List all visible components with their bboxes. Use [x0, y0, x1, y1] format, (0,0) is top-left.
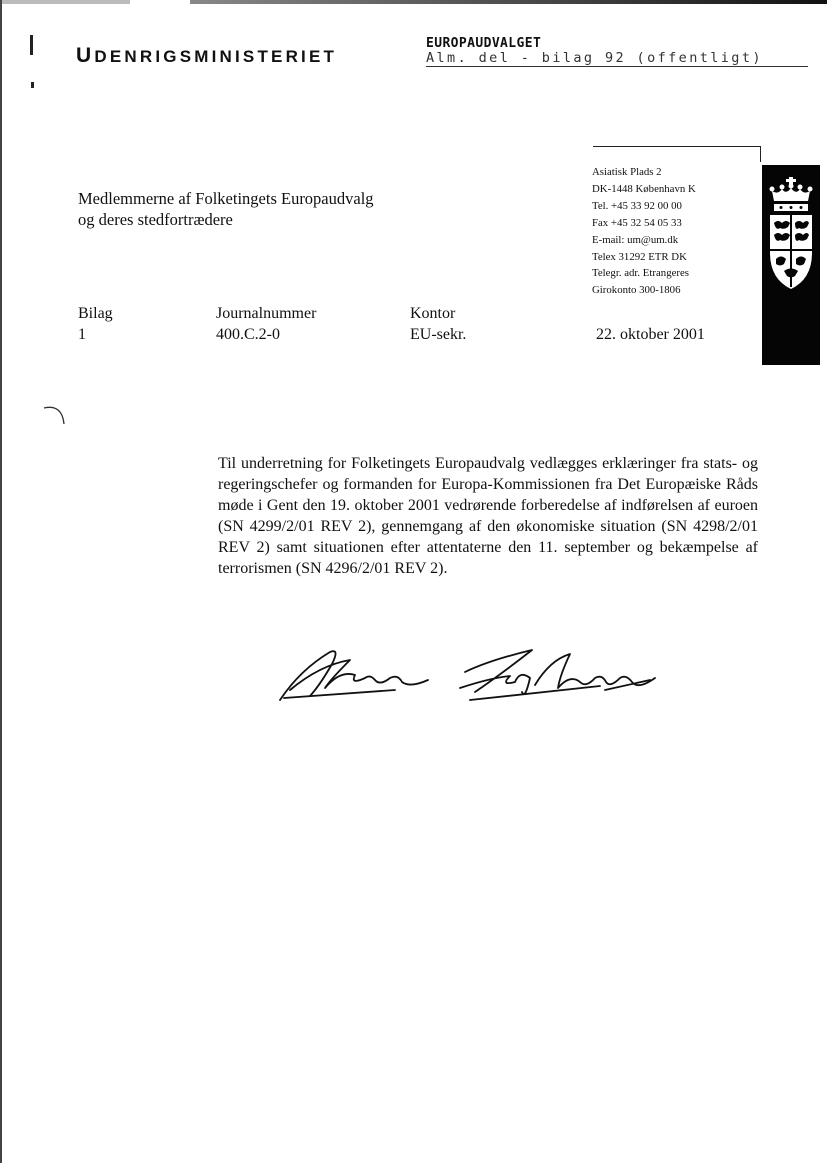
ministry-rest: DENRIGSMINISTERIET — [94, 47, 338, 66]
recipient-line-2: og deres stedfortrædere — [78, 210, 233, 229]
address-rule-tick — [760, 146, 761, 162]
letter-date: 22. oktober 2001 — [596, 326, 705, 343]
committee-title: EUROPAUDVALGET — [426, 36, 542, 51]
address-line: DK-1448 København K — [592, 182, 696, 195]
kontor-value: EU-sekr. — [410, 326, 467, 343]
address-line: E-mail: um@um.dk — [592, 233, 679, 246]
address-line: Fax +45 32 54 05 33 — [592, 216, 682, 229]
address-line: Telex 31292 ETR DK — [592, 250, 687, 263]
margin-mark — [30, 35, 33, 55]
committee-subtitle: Alm. del - bilag 92 (offentligt) — [426, 50, 808, 67]
bilag-value: 1 — [78, 326, 86, 343]
ministry-initial: U — [76, 44, 95, 67]
signature — [270, 630, 670, 720]
ministry-name — [76, 44, 337, 68]
kontor-label: Kontor — [410, 305, 456, 322]
address-line: Tel. +45 33 92 00 00 — [592, 199, 682, 212]
sender-address — [592, 164, 696, 299]
address-line: Telegr. adr. Etrangeres — [592, 267, 689, 280]
punch-mark — [40, 402, 68, 430]
recipient-block — [78, 188, 374, 230]
journal-label: Journalnummer — [216, 305, 317, 322]
journal-value: 400.C.2-0 — [216, 326, 280, 343]
crest-panel — [762, 165, 820, 365]
address-rule — [593, 146, 761, 147]
margin-dot — [31, 82, 34, 88]
royal-coat-of-arms-icon — [764, 175, 818, 295]
recipient-line-1: Medlemmerne af Folketingets Europaudvalg — [78, 189, 374, 208]
left-edge-line — [0, 0, 2, 1163]
bilag-label: Bilag — [78, 305, 113, 322]
address-line: Asiatisk Plads 2 — [592, 166, 662, 178]
address-line: Girokonto 300-1806 — [592, 284, 681, 297]
letter-body: Til underretning for Folketingets Europaudvalg vedlægges erklæringer fra stats- og regeringschefer og formanden for Europa-Kommissionen fra Det Europæiske Råds møde i Gent den 19. oktober 2001 vedrørende forberedelse af indførelsen af euroen (SN 4299/2/01 REV 2), gennemgang af den økonomiske situation (SN 4298/2/01 REV 2) samt situationen efter attentaterne den 11. september og bekæmpelse af terrorismen (SN 4296/2/01 REV 2). — [218, 455, 758, 577]
top-edge-line — [0, 0, 827, 4]
